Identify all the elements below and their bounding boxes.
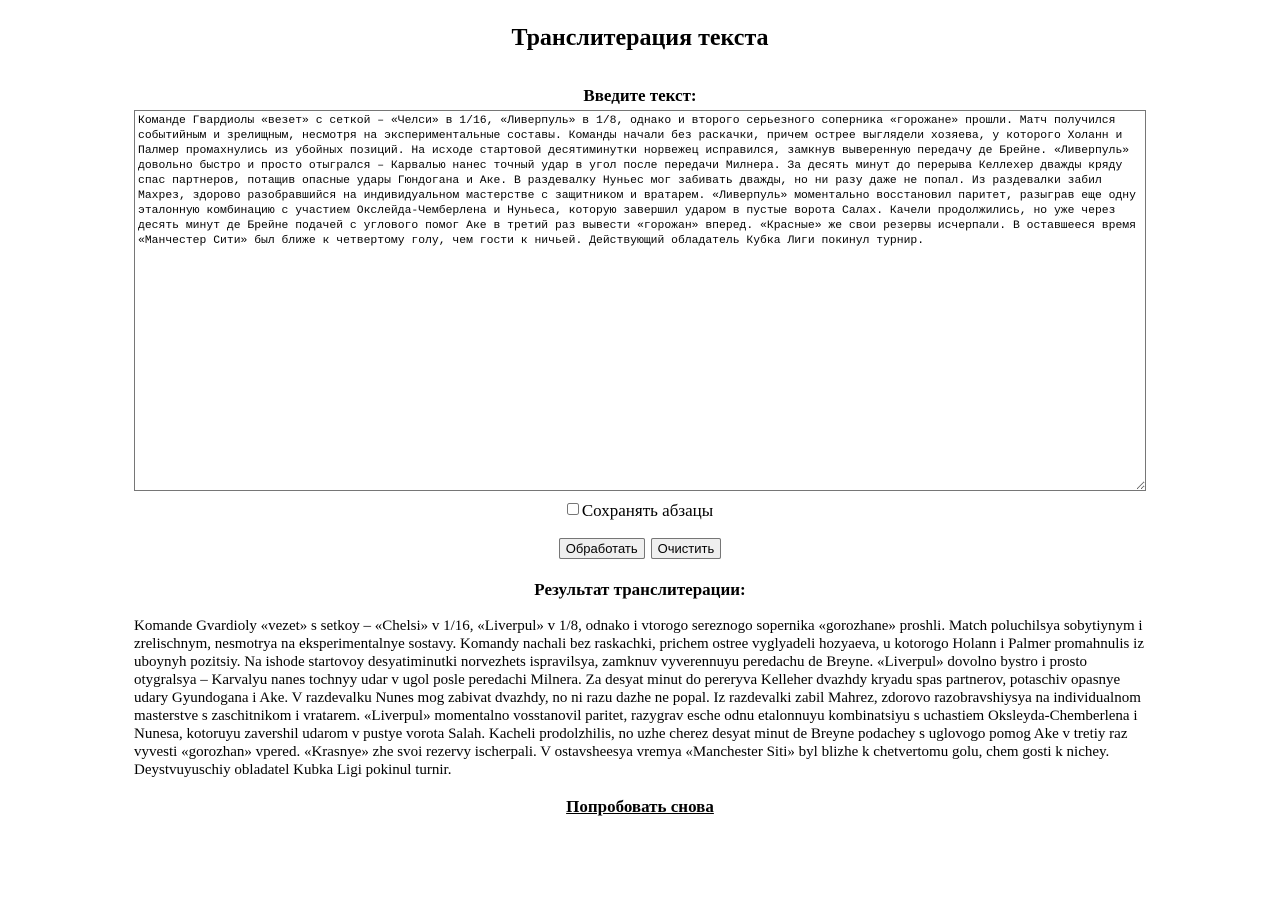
keep-paragraphs-label: Сохранять абзацы	[581, 501, 714, 520]
page-title: Транслитерация текста	[511, 25, 769, 51]
form-buttons	[134, 538, 1146, 559]
keep-paragraphs-checkbox[interactable]	[567, 503, 579, 515]
clear-button[interactable]: Очистить	[651, 538, 722, 559]
source-text-input[interactable]	[134, 110, 1146, 491]
page-container	[134, 0, 1146, 817]
transliteration-form	[134, 86, 1146, 559]
retry-row	[134, 797, 1146, 817]
keep-paragraphs-row	[134, 500, 1146, 522]
result-text: Komande Gvardioly «vezet» s setkoy – «Chelsi» v 1/16, «Liverpul» v 1/8, odnako i vtorogo sereznogo sopernika «gorozhane» proshli. Match poluchilsya sobytiynym i zrelischnym, nesmotrya na eksperimentalnye sostavy. Komandy nachali bez raskachki, prichem ostree vyglyadeli hozyaeva, u kotorogo Holann i Palmer promahnulis iz uboynyh pozitsiy. Na ishode startovoy desyatiminutki norvezhets ispravilsya, zamknuv vyverennuyu peredachu de Breyne. «Liverpul» dovolno bystro i prosto otygralsya – Karvalyu nanes tochnyy udar v ugol posle peredachi Milnera. Za desyat minut do pereryva Kelleher dvazhdy kryadu spas partnerov, potaschiv opasnye udary Gyundogana i Ake. V razdevalku Nunes mog zabivat dvazhdy, no ni razu dazhe ne popal. Iz razdevalki zabil Mahrez, zdorovo razobravshiysya na individualnom masterstve s zaschitnikom i vratarem. «Liverpul» momentalno vosstanovil paritet, razygrav esche odnu etalonnuyu kombinatsiyu s uchastiem Oksleyda-Chemberlena i Nunesa, kotoruyu zavershil udarom v pustye vorota Salah. Kacheli prodolzhilis, no uzhe cherez desyat minut de Breyne podachey s uglovogo pomog Ake v tretiy raz vyvesti «gorozhan» vpered. «Krasnye» zhe svoi rezervy ischerpali. V ostavsheesya vremya «Manchester Siti» byl blizhe k chetvertomu golu, chem gosti k nichey. Deystvuyuschiy obladatel Kubka Ligi pokinul turnir.	[134, 618, 1144, 778]
process-button[interactable]: Обработать	[559, 538, 645, 559]
retry-link[interactable]: Попробовать снова	[566, 797, 714, 816]
input-label: Введите текст:	[583, 86, 697, 105]
keep-paragraphs-option[interactable]	[567, 501, 713, 520]
result-heading: Результат транслитерации:	[534, 580, 746, 599]
